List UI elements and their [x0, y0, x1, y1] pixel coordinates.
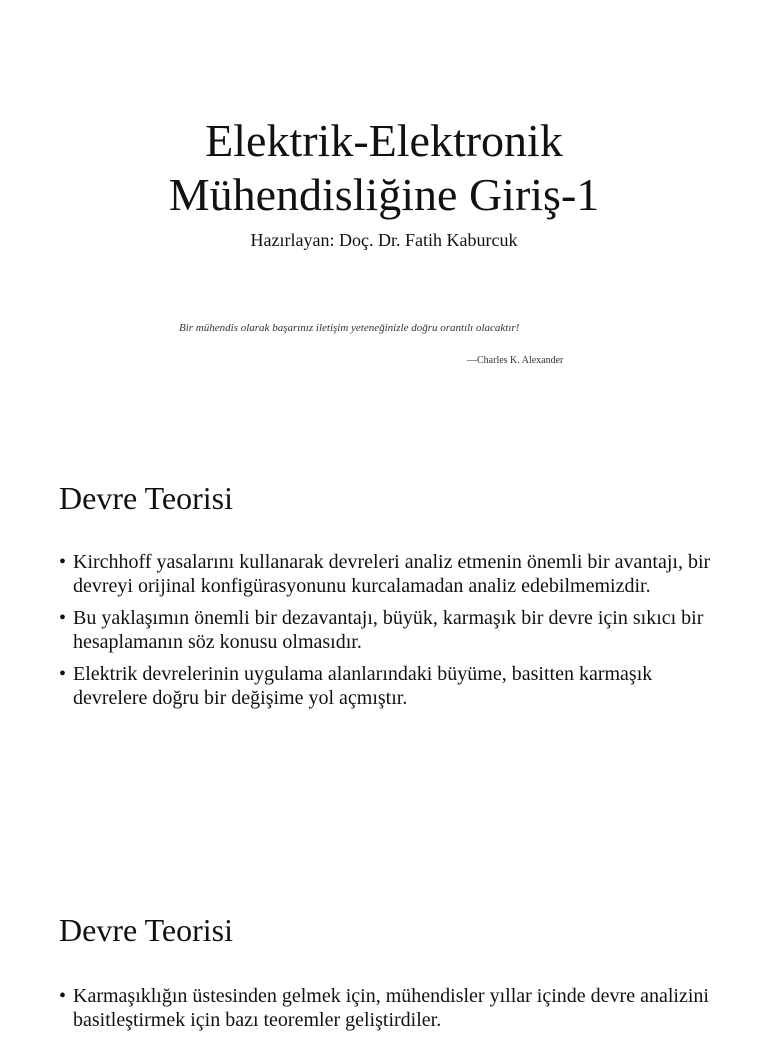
bullet-text: Bu yaklaşımın önemli bir dezavantajı, büyük, karmaşık bir devre için sıkıcı bir hesaplamanın söz konusu olmasıdır.: [73, 607, 704, 653]
quote-author: —Charles K. Alexander: [467, 355, 564, 366]
list-item: [59, 606, 719, 654]
list-item: [59, 984, 719, 1032]
bullet-icon: •: [59, 551, 67, 573]
bullet-text: Karmaşıklığın üstesinden gelmek için, mühendisler yıllar içinde devre analizini basitleştirmek için bazı teoremler geliştirdiler.: [73, 985, 709, 1031]
bullet-list: [59, 550, 719, 718]
bullet-icon: •: [59, 607, 67, 629]
title-line-1: Elektrik-Elektronik: [205, 115, 563, 166]
author-subtitle: Hazırlayan: Doç. Dr. Fatih Kaburcuk: [250, 230, 518, 250]
slide-devre-teorisi-1: [0, 432, 768, 864]
slide-devre-teorisi-2: [0, 864, 768, 1031]
title-slide: [0, 0, 768, 432]
bullet-icon: •: [59, 663, 67, 685]
page-title: [0, 114, 768, 222]
list-item: [59, 662, 719, 710]
title-line-2: Mühendisliğine Giriş-1: [168, 169, 600, 220]
quote-block: [179, 320, 579, 372]
section-heading: Devre Teorisi: [59, 912, 233, 948]
quote-text: Bir mühendis olarak başarınız iletişim yeteneğinizle doğru orantılı olacaktır!: [179, 322, 520, 334]
bullet-list: [59, 984, 719, 1040]
bullet-text: Kirchhoff yasalarını kullanarak devreleri analiz etmenin önemli bir avantajı, bir devreyi orijinal konfigürasyonunu kurcalamadan analiz edebilmemizdir.: [73, 551, 711, 597]
bullet-icon: •: [59, 985, 67, 1007]
section-heading: Devre Teorisi: [59, 480, 233, 516]
list-item: [59, 550, 719, 598]
bullet-text: Elektrik devrelerinin uygulama alanlarındaki büyüme, basitten karmaşık devrelere doğru bir değişime yol açmıştır.: [73, 663, 653, 709]
